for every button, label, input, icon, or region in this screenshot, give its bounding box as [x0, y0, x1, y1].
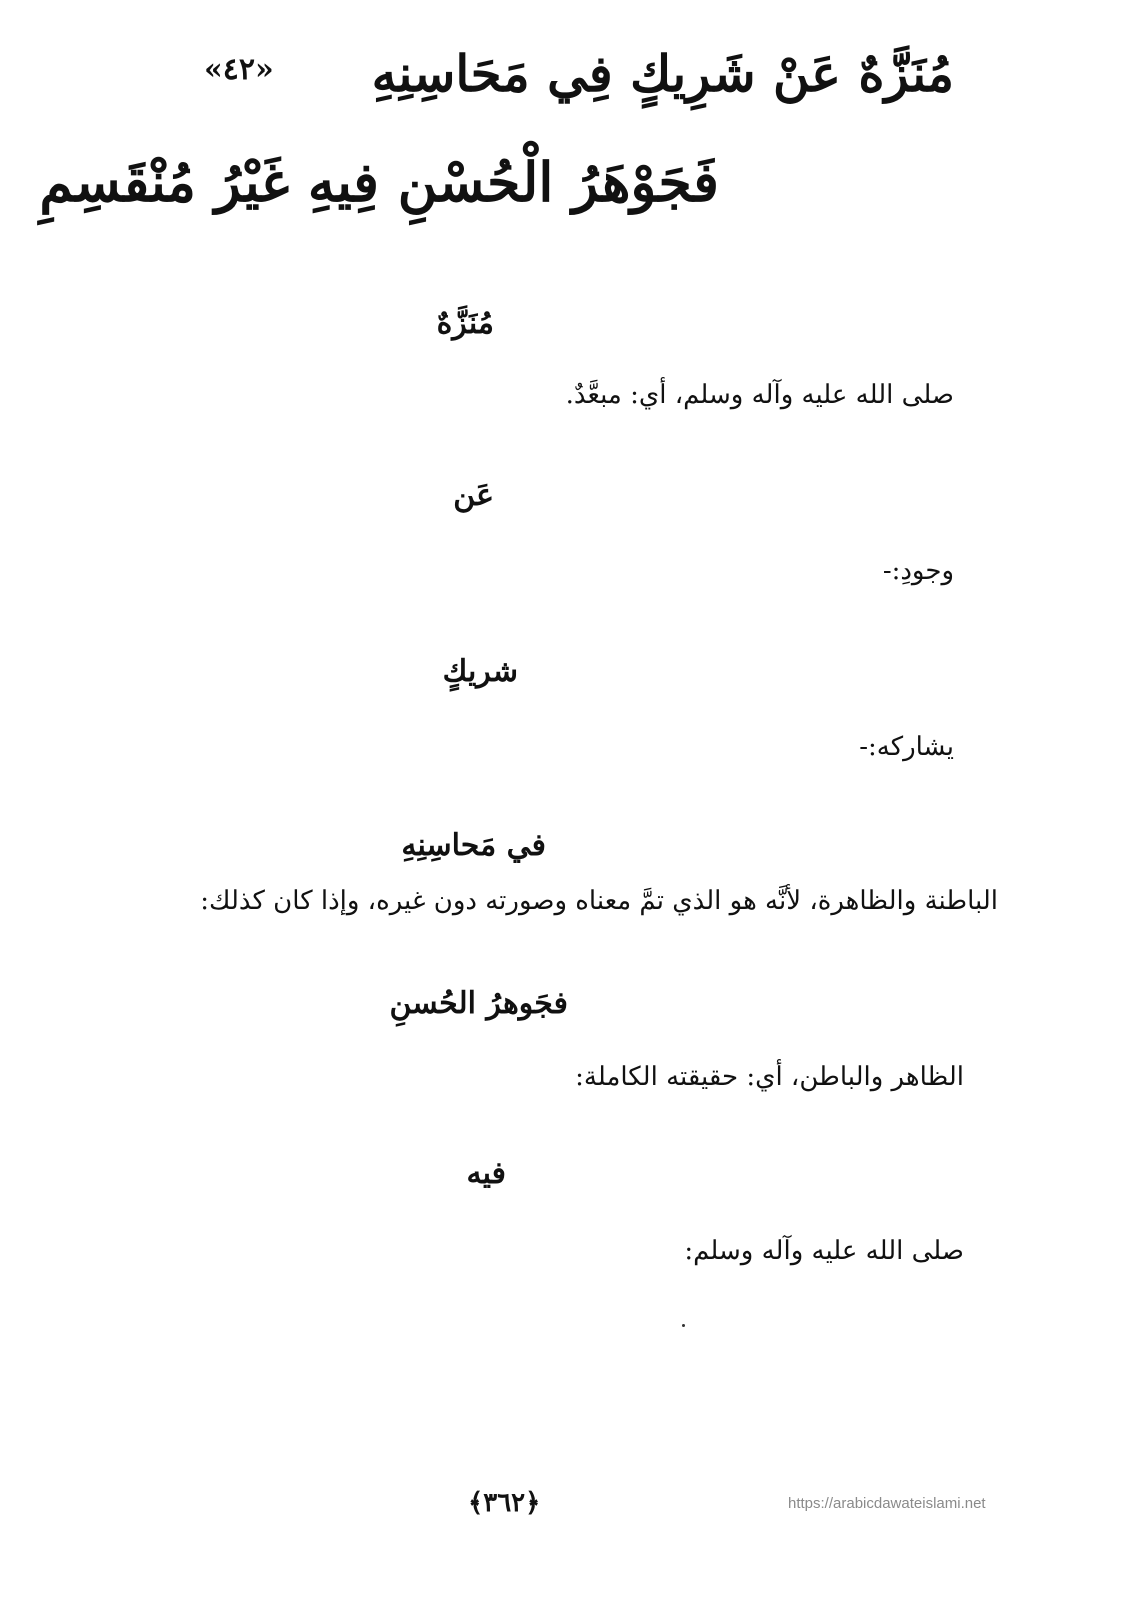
- gloss-fi-mahasinihi: الباطنة والظاهرة، لأنَّه هو الذي تمَّ معناه وصورته دون غيره، وإذا كان كذلك:: [200, 886, 998, 916]
- headword-fi-mahasinihi: في مَحاسِنِهِ: [401, 828, 546, 863]
- watermark-url: https://arabicdawateislami.net: [788, 1495, 986, 1512]
- page-number: ﴿٣٦٢﴾: [468, 1488, 541, 1518]
- gloss-sharik: يشاركه:-: [859, 732, 954, 762]
- headword-fihi: فيه: [466, 1156, 506, 1191]
- gloss-fihi: صلى الله عليه وآله وسلم:: [684, 1236, 964, 1266]
- ink-dot: [682, 1324, 685, 1327]
- headword-an: عَن: [453, 478, 494, 513]
- verse-line-2: فَجَوْهَرُ الْحُسْنِ فِيهِ غَيْرُ مُنْقَسِمِ: [39, 150, 719, 214]
- headword-munazzah: مُنَزَّهٌ: [436, 306, 494, 341]
- headword-sharik: شريكٍ: [442, 654, 518, 689]
- verse-number: «٤٢»: [204, 52, 274, 87]
- gloss-munazzah: صلى الله عليه وآله وسلم، أي: مبعَّدٌ.: [565, 380, 954, 410]
- gloss-jawhar-al-husn: الظاهر والباطن، أي: حقيقته الكاملة:: [575, 1062, 964, 1092]
- verse-line-1: مُنَزَّهٌ عَنْ شَرِيكٍ فِي مَحَاسِنِهِ: [371, 44, 954, 103]
- headword-jawhar-al-husn: فجَوهرُ الحُسنِ: [389, 986, 568, 1021]
- gloss-an: وجودِ:-: [882, 556, 954, 586]
